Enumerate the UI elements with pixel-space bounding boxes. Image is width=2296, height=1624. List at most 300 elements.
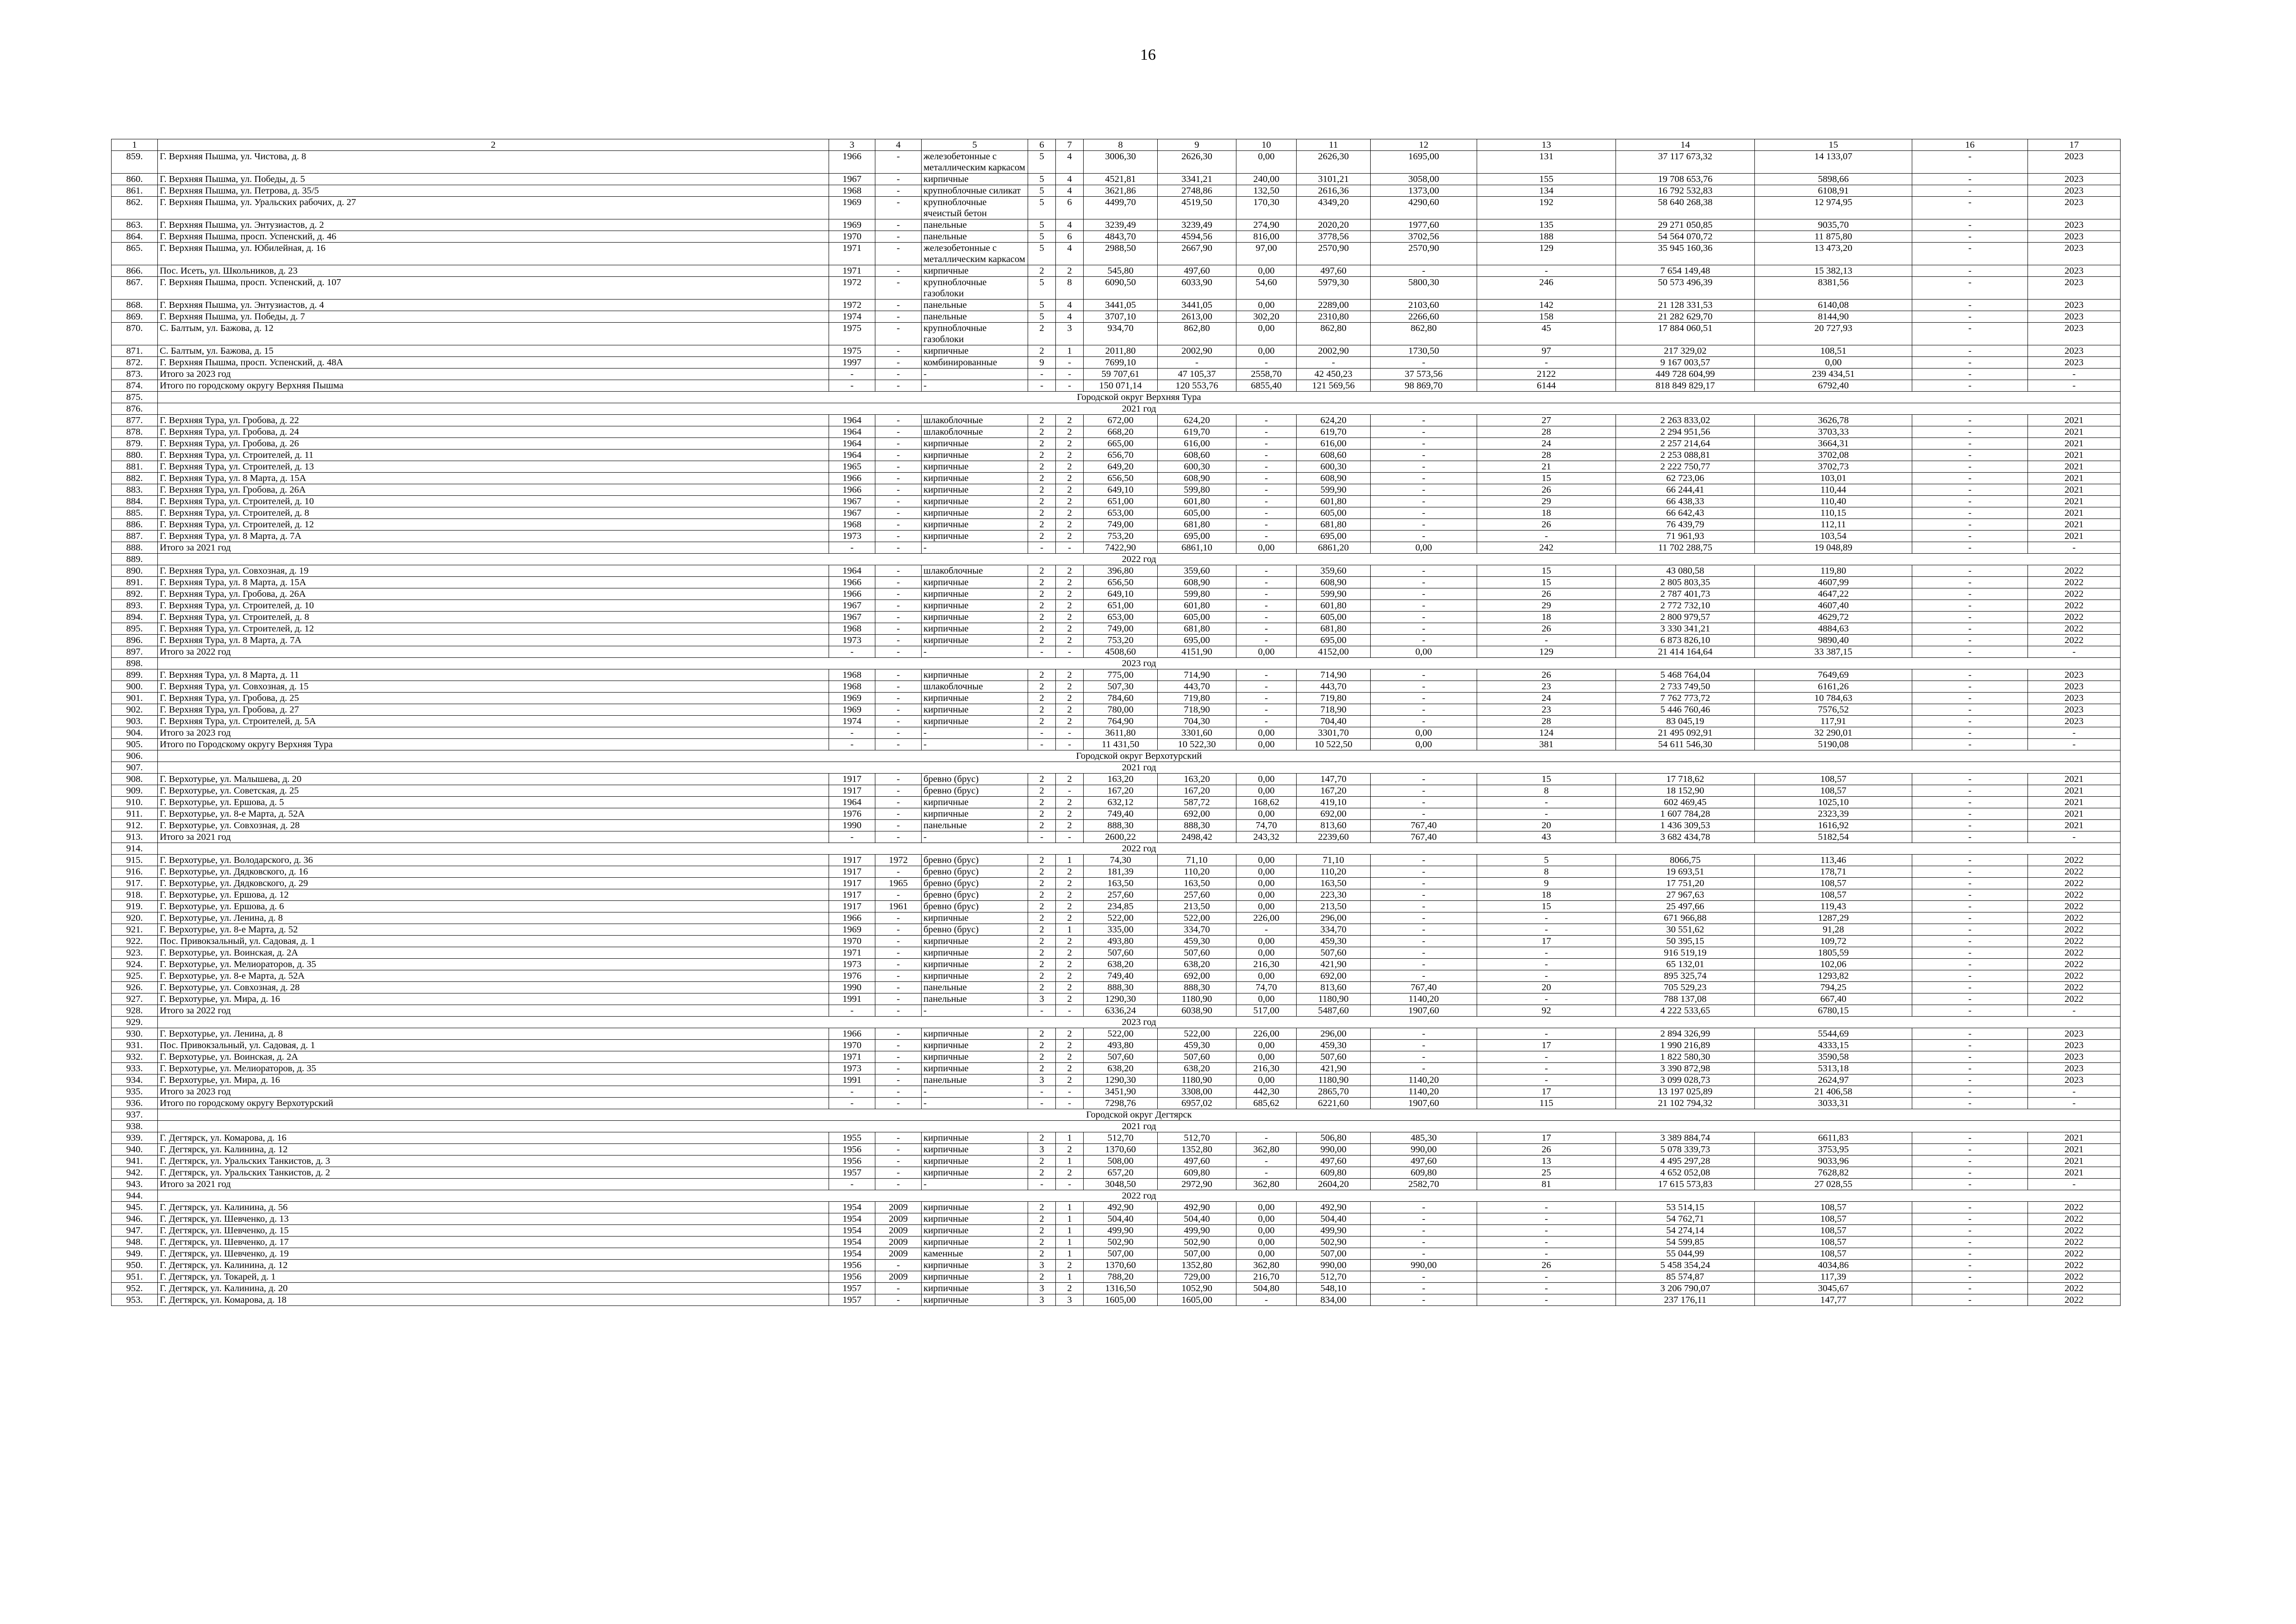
table-cell: 1 [1056,855,1084,866]
table-cell: 605,00 [1158,612,1236,623]
table-cell: - [875,947,922,959]
table-cell: - [875,716,922,727]
table-cell: - [1912,1063,2028,1074]
table-cell: кирпичные [922,1237,1028,1248]
table-cell: 990,00 [1297,1144,1371,1156]
table-cell: 4 [1056,174,1084,185]
table-cell: 1 [1056,1132,1084,1144]
table-cell: 1990 [829,982,875,993]
table-cell: 2 800 979,57 [1616,612,1755,623]
total-row [112,1005,2121,1017]
table-cell: 1971 [829,243,875,265]
table-cell: 2021 [2028,519,2121,531]
table-cell: 704,30 [1158,716,1236,727]
table-cell: - [875,1156,922,1167]
table-cell: - [875,785,922,797]
table-cell: бревно (брус) [922,866,1028,878]
table-cell: 223,30 [1297,889,1371,901]
table-cell: - [1236,693,1297,704]
table-cell: - [1371,669,1477,681]
table-cell: кирпичные [922,174,1028,185]
table-cell: 3239,49 [1158,219,1236,231]
table-cell: 2 [1028,484,1056,496]
table-cell: кирпичные [922,531,1028,542]
table-row [112,174,2121,185]
table-cell: 50 573 496,39 [1616,277,1755,300]
table-cell: 6161,26 [1755,681,1912,693]
table-cell: 10 784,63 [1755,693,1912,704]
row-number: 918. [112,889,158,901]
table-cell: 147,77 [1755,1294,1912,1306]
table-cell: - [1236,612,1297,623]
table-cell: бревно (брус) [922,774,1028,785]
table-cell: - [1371,1063,1477,1074]
row-number: 950. [112,1260,158,1271]
table-cell: 749,00 [1084,623,1158,635]
table-cell: 6855,40 [1236,380,1297,392]
table-cell: 74,70 [1236,982,1297,993]
column-number: 12 [1371,139,1477,151]
table-cell: 2 294 951,56 [1616,426,1755,438]
table-cell: 459,30 [1158,936,1236,947]
table-cell: 0,00 [1236,866,1297,878]
table-cell: 7422,90 [1084,542,1158,554]
table-cell: 2626,30 [1158,151,1236,174]
table-cell: - [1371,947,1477,959]
table-cell: 216,70 [1236,1271,1297,1283]
table-cell: - [875,797,922,808]
table-cell: 121 569,56 [1297,380,1371,392]
table-cell: 108,57 [1755,889,1912,901]
table-cell: 651,00 [1084,496,1158,507]
table-cell: - [1371,785,1477,797]
table-cell: 605,00 [1158,507,1236,519]
table-cell: Г. Верхняя Пышма, ул. Энтузиастов, д. 2 [158,219,829,231]
table-row [112,635,2121,646]
table-cell: 362,80 [1236,1144,1297,1156]
table-cell: 1973 [829,1063,875,1074]
table-cell: кирпичные [922,1156,1028,1167]
table-cell: 421,90 [1297,1063,1371,1074]
table-cell: 0,00 [1371,727,1477,739]
table-cell: 2021 [2028,820,2121,831]
table-cell: 2 [1056,519,1084,531]
table-cell: 108,57 [1755,1237,1912,1248]
table-cell: - [1297,357,1371,369]
table-cell: 29 [1477,600,1616,612]
row-number: 943. [112,1179,158,1190]
table-cell: 2020,20 [1297,219,1371,231]
table-row [112,1237,2121,1248]
table-cell: 2002,90 [1297,345,1371,357]
table-cell: 5898,66 [1755,174,1912,185]
table-cell: 2 772 732,10 [1616,600,1755,612]
table-row [112,277,2121,300]
table-cell: 3048,50 [1084,1179,1158,1190]
table-cell: 2009 [875,1248,922,1260]
table-cell: 504,80 [1236,1283,1297,1294]
table-cell: кирпичные [922,797,1028,808]
table-cell: 2022 [2028,623,2121,635]
table-cell: 213,50 [1297,901,1371,912]
table-cell: 2023 [2028,300,2121,311]
table-cell: 3 099 028,73 [1616,1074,1755,1086]
table-cell: - [1912,727,2028,739]
table-cell: - [1912,855,2028,866]
table-cell: 2 [1028,693,1056,704]
table-cell: 4151,90 [1158,646,1236,658]
table-cell: 3626,78 [1755,415,1912,426]
table-cell: 609,80 [1371,1167,1477,1179]
table-cell: 517,00 [1236,1005,1297,1017]
table-cell: - [1056,727,1084,739]
table-row [112,231,2121,243]
table-row [112,681,2121,693]
table-cell: 657,20 [1084,1167,1158,1179]
table-cell: 381 [1477,739,1616,750]
table-cell: - [922,727,1028,739]
table-cell: 1964 [829,565,875,577]
table-cell: - [1912,831,2028,843]
row-number: 893. [112,600,158,612]
table-cell: - [875,323,922,345]
table-cell: 35 945 160,36 [1616,243,1755,265]
table-cell: - [1371,577,1477,588]
table-cell: кирпичные [922,1167,1028,1179]
table-cell: - [1371,901,1477,912]
table-cell: С. Балтым, ул. Бажова, д. 15 [158,345,829,357]
table-cell: кирпичные [922,947,1028,959]
row-number: 861. [112,185,158,197]
table-cell: - [875,577,922,588]
table-cell: - [875,982,922,993]
table-cell: - [829,1086,875,1098]
section-heading-row [112,1190,2121,1202]
section-heading: 2022 год [158,1190,2121,1202]
table-cell: 492,90 [1297,1202,1371,1213]
table-cell: 120 553,76 [1158,380,1236,392]
table-cell: 2 [1056,265,1084,277]
table-cell: - [875,311,922,323]
table-cell: 15 [1477,901,1616,912]
table-cell: 5 [1028,185,1056,197]
table-cell: 638,20 [1084,959,1158,970]
table-cell: Г. Верхотурье, ул. Совхозная, д. 28 [158,982,829,993]
table-cell: 1991 [829,1074,875,1086]
row-number: 911. [112,808,158,820]
table-cell: 7576,52 [1755,704,1912,716]
total-row [112,380,2121,392]
table-cell: 2023 [2028,311,2121,323]
row-number: 880. [112,450,158,461]
table-cell: 2 [1028,785,1056,797]
table-cell: кирпичные [922,265,1028,277]
table-cell: - [1236,531,1297,542]
table-cell: 672,00 [1084,415,1158,426]
table-cell: - [1056,369,1084,380]
section-heading: Городской округ Верхняя Тура [158,392,2121,403]
table-row [112,1248,2121,1260]
table-cell: 9 [1477,878,1616,889]
table-cell: 2 [1056,1283,1084,1294]
table-cell: кирпичные [922,519,1028,531]
table-cell: 2023 [2028,243,2121,265]
table-cell: 2 [1028,1213,1056,1225]
table-cell: - [1912,739,2028,750]
table-cell: 548,10 [1297,1283,1371,1294]
table-cell: - [1056,1098,1084,1109]
table-cell: 2 [1028,1225,1056,1237]
table-cell: - [1236,461,1297,473]
table-cell: - [922,1086,1028,1098]
table-cell: 1966 [829,1028,875,1040]
table-cell: 17 [1477,936,1616,947]
table-cell: Г. Верхняя Тура, ул. 8 Марта, д. 15А [158,473,829,484]
table-row [112,1063,2121,1074]
table-cell: 1917 [829,866,875,878]
table-cell: 990,00 [1371,1144,1477,1156]
table-cell: 302,20 [1236,311,1297,323]
table-cell: Г. Верхотурье, ул. Мелиораторов, д. 35 [158,1063,829,1074]
table-cell: Г. Верхотурье, ул. Дядковского, д. 29 [158,878,829,889]
table-cell: 2023 [2028,669,2121,681]
table-cell: 74,70 [1236,820,1297,831]
table-cell: 2 [1028,450,1056,461]
table-cell: 3441,05 [1158,300,1236,311]
table-cell: 2021 [2028,484,2121,496]
table-cell: 167,20 [1084,785,1158,797]
table-cell: 2 [1028,901,1056,912]
table-row [112,243,2121,265]
table-cell: 2021 [2028,496,2121,507]
table-cell: 1957 [829,1167,875,1179]
table-cell: 2 [1028,438,1056,450]
table-cell: 5800,30 [1371,277,1477,300]
table-cell: 27 967,63 [1616,889,1755,901]
table-cell: - [1912,646,2028,658]
table-cell: 2022 [2028,1248,2121,1260]
table-cell: 2 [1028,588,1056,600]
table-cell: 1917 [829,785,875,797]
table-cell: - [875,507,922,519]
table-cell: 117,91 [1755,716,1912,727]
table-cell: 443,70 [1297,681,1371,693]
table-cell: - [1236,496,1297,507]
table-cell: Г. Верхотурье, ул. Мира, д. 16 [158,1074,829,1086]
table-cell: Г. Верхотурье, ул. Ленина, д. 8 [158,912,829,924]
table-cell: 21 282 629,70 [1616,311,1755,323]
row-number: 935. [112,1086,158,1098]
table-row [112,496,2121,507]
table-cell: 651,00 [1084,600,1158,612]
table-cell: 522,00 [1084,912,1158,924]
table-cell: 8381,56 [1755,277,1912,300]
table-cell: Г. Дегтярск, ул. Калинина, д. 20 [158,1283,829,1294]
row-number: 879. [112,438,158,450]
table-cell: - [875,438,922,450]
table-cell: 17 [1477,1040,1616,1051]
table-row [112,1213,2121,1225]
table-cell: 2022 [2028,1271,2121,1283]
table-cell: 3702,08 [1755,450,1912,461]
table-cell: 2 [1056,959,1084,970]
table-cell: 181,39 [1084,866,1158,878]
table-cell: - [1371,855,1477,866]
table-cell: 124 [1477,727,1616,739]
table-cell: 274,90 [1236,219,1297,231]
table-cell: - [829,369,875,380]
row-number: 878. [112,426,158,438]
table-cell: Итого за 2023 год [158,369,829,380]
table-cell: 2 [1056,936,1084,947]
table-cell: Г. Верхотурье, ул. 8-е Марта, д. 52А [158,808,829,820]
table-cell: 6 [1056,231,1084,243]
table-cell: кирпичные [922,461,1028,473]
table-cell: 695,00 [1297,531,1371,542]
table-cell: 110,15 [1755,507,1912,519]
table-cell: 6 [1056,197,1084,219]
table-cell: 649,10 [1084,484,1158,496]
table-cell: 2 [1028,774,1056,785]
table-cell: 4594,56 [1158,231,1236,243]
table-row [112,889,2121,901]
table-cell: - [875,866,922,878]
table-cell: 493,80 [1084,1040,1158,1051]
row-number: 891. [112,577,158,588]
table-row [112,311,2121,323]
row-number: 897. [112,646,158,658]
table-cell: 32 290,01 [1755,727,1912,739]
table-cell: Г. Дегтярск, ул. Комарова, д. 16 [158,1132,829,1144]
row-number: 906. [112,750,158,762]
row-number: 946. [112,1213,158,1225]
table-cell: 2 [1028,635,1056,646]
table-cell: - [1236,484,1297,496]
table-cell: 1954 [829,1237,875,1248]
table-cell: 0,00 [1236,646,1297,658]
table-cell: 2600,22 [1084,831,1158,843]
section-heading: Городской округ Верхотурский [158,750,2121,762]
table-cell: 442,30 [1236,1086,1297,1098]
table-cell: 6221,60 [1297,1098,1371,1109]
table-cell: - [1477,797,1616,808]
table-cell: 28 [1477,450,1616,461]
table-cell: кирпичные [922,1260,1028,1271]
table-cell: 2022 [2028,878,2121,889]
table-cell: 619,70 [1297,426,1371,438]
table-cell: 2023 [2028,693,2121,704]
table-cell: - [2028,831,2121,843]
table-cell: 2023 [2028,265,2121,277]
table-cell: 7 654 149,48 [1616,265,1755,277]
table-cell: 2613,00 [1158,311,1236,323]
table-cell: 240,00 [1236,174,1297,185]
table-cell: Г. Дегтярск, ул. Уральских Танкистов, д. 2 [158,1167,829,1179]
table-cell: 213,50 [1158,901,1236,912]
table-cell: Г. Верхняя Тура, ул. Гробова, д. 26А [158,484,829,496]
table-cell: 3 [1056,323,1084,345]
table-cell: 1976 [829,970,875,982]
table-row [112,197,2121,219]
table-row [112,415,2121,426]
table-cell: Г. Верхняя Пышма, ул. Энтузиастов, д. 4 [158,300,829,311]
table-row [112,345,2121,357]
table-cell: 21 414 164,64 [1616,646,1755,658]
section-heading-row [112,392,2121,403]
table-cell: 108,51 [1755,345,1912,357]
table-cell: - [1912,450,2028,461]
table-cell: Г. Верхотурье, ул. Ершова, д. 6 [158,901,829,912]
table-cell: Итого по городскому округу Верхняя Пышма [158,380,829,392]
table-cell: - [1236,357,1297,369]
table-cell: 2 [1028,345,1056,357]
row-number: 916. [112,866,158,878]
table-cell: Итого по Городскому округу Верхняя Тура [158,739,829,750]
table-cell: 2021 [2028,774,2121,785]
table-cell: кирпичные [922,473,1028,484]
table-row [112,820,2121,831]
table-cell: 1976 [829,808,875,820]
table-cell: 794,25 [1755,982,1912,993]
table-cell: 2 [1056,565,1084,577]
table-row [112,878,2121,889]
table-cell: 2021 [2028,785,2121,797]
table-cell: 3 [1028,1144,1056,1156]
table-cell: - [1912,542,2028,554]
table-cell: 109,72 [1755,936,1912,947]
table-cell: 59 707,61 [1084,369,1158,380]
row-number: 875. [112,392,158,403]
table-cell: 1977,60 [1371,219,1477,231]
table-cell: 1968 [829,623,875,635]
table-cell: 1 [1056,924,1084,936]
table-cell: 2022 [2028,947,2121,959]
table-cell: 522,00 [1158,912,1236,924]
table-cell: 2021 [2028,1167,2121,1179]
table-cell: - [875,151,922,174]
table-cell: 2 [1028,716,1056,727]
row-number: 904. [112,727,158,739]
table-cell: 2023 [2028,323,2121,345]
table-cell: 13 197 025,89 [1616,1086,1755,1098]
table-cell: 3753,95 [1755,1144,1912,1156]
table-row [112,1283,2121,1294]
table-cell: кирпичные [922,1063,1028,1074]
table-cell: 110,20 [1297,866,1371,878]
table-cell: кирпичные [922,808,1028,820]
table-cell: 4 [1056,300,1084,311]
row-number: 920. [112,912,158,924]
table-cell: 2 [1028,1063,1056,1074]
table-cell: - [1912,924,2028,936]
table-cell: 6140,08 [1755,300,1912,311]
table-cell: Г. Верхняя Пышма, просп. Успенский, д. 46 [158,231,829,243]
table-cell: 2022 [2028,577,2121,588]
table-cell: 7699,10 [1084,357,1158,369]
table-cell: 888,30 [1158,982,1236,993]
table-cell: 396,80 [1084,565,1158,577]
table-cell: 587,72 [1158,797,1236,808]
table-cell: 97,00 [1236,243,1297,265]
table-cell: 507,00 [1297,1248,1371,1260]
table-cell: шлакоблочные [922,426,1028,438]
table-cell: 147,70 [1297,774,1371,785]
table-cell: 115 [1477,1098,1616,1109]
table-cell: 10 522,30 [1158,739,1236,750]
table-cell: 1972 [875,855,922,866]
table-cell: - [1912,1213,2028,1225]
table-cell: 2 [1028,531,1056,542]
